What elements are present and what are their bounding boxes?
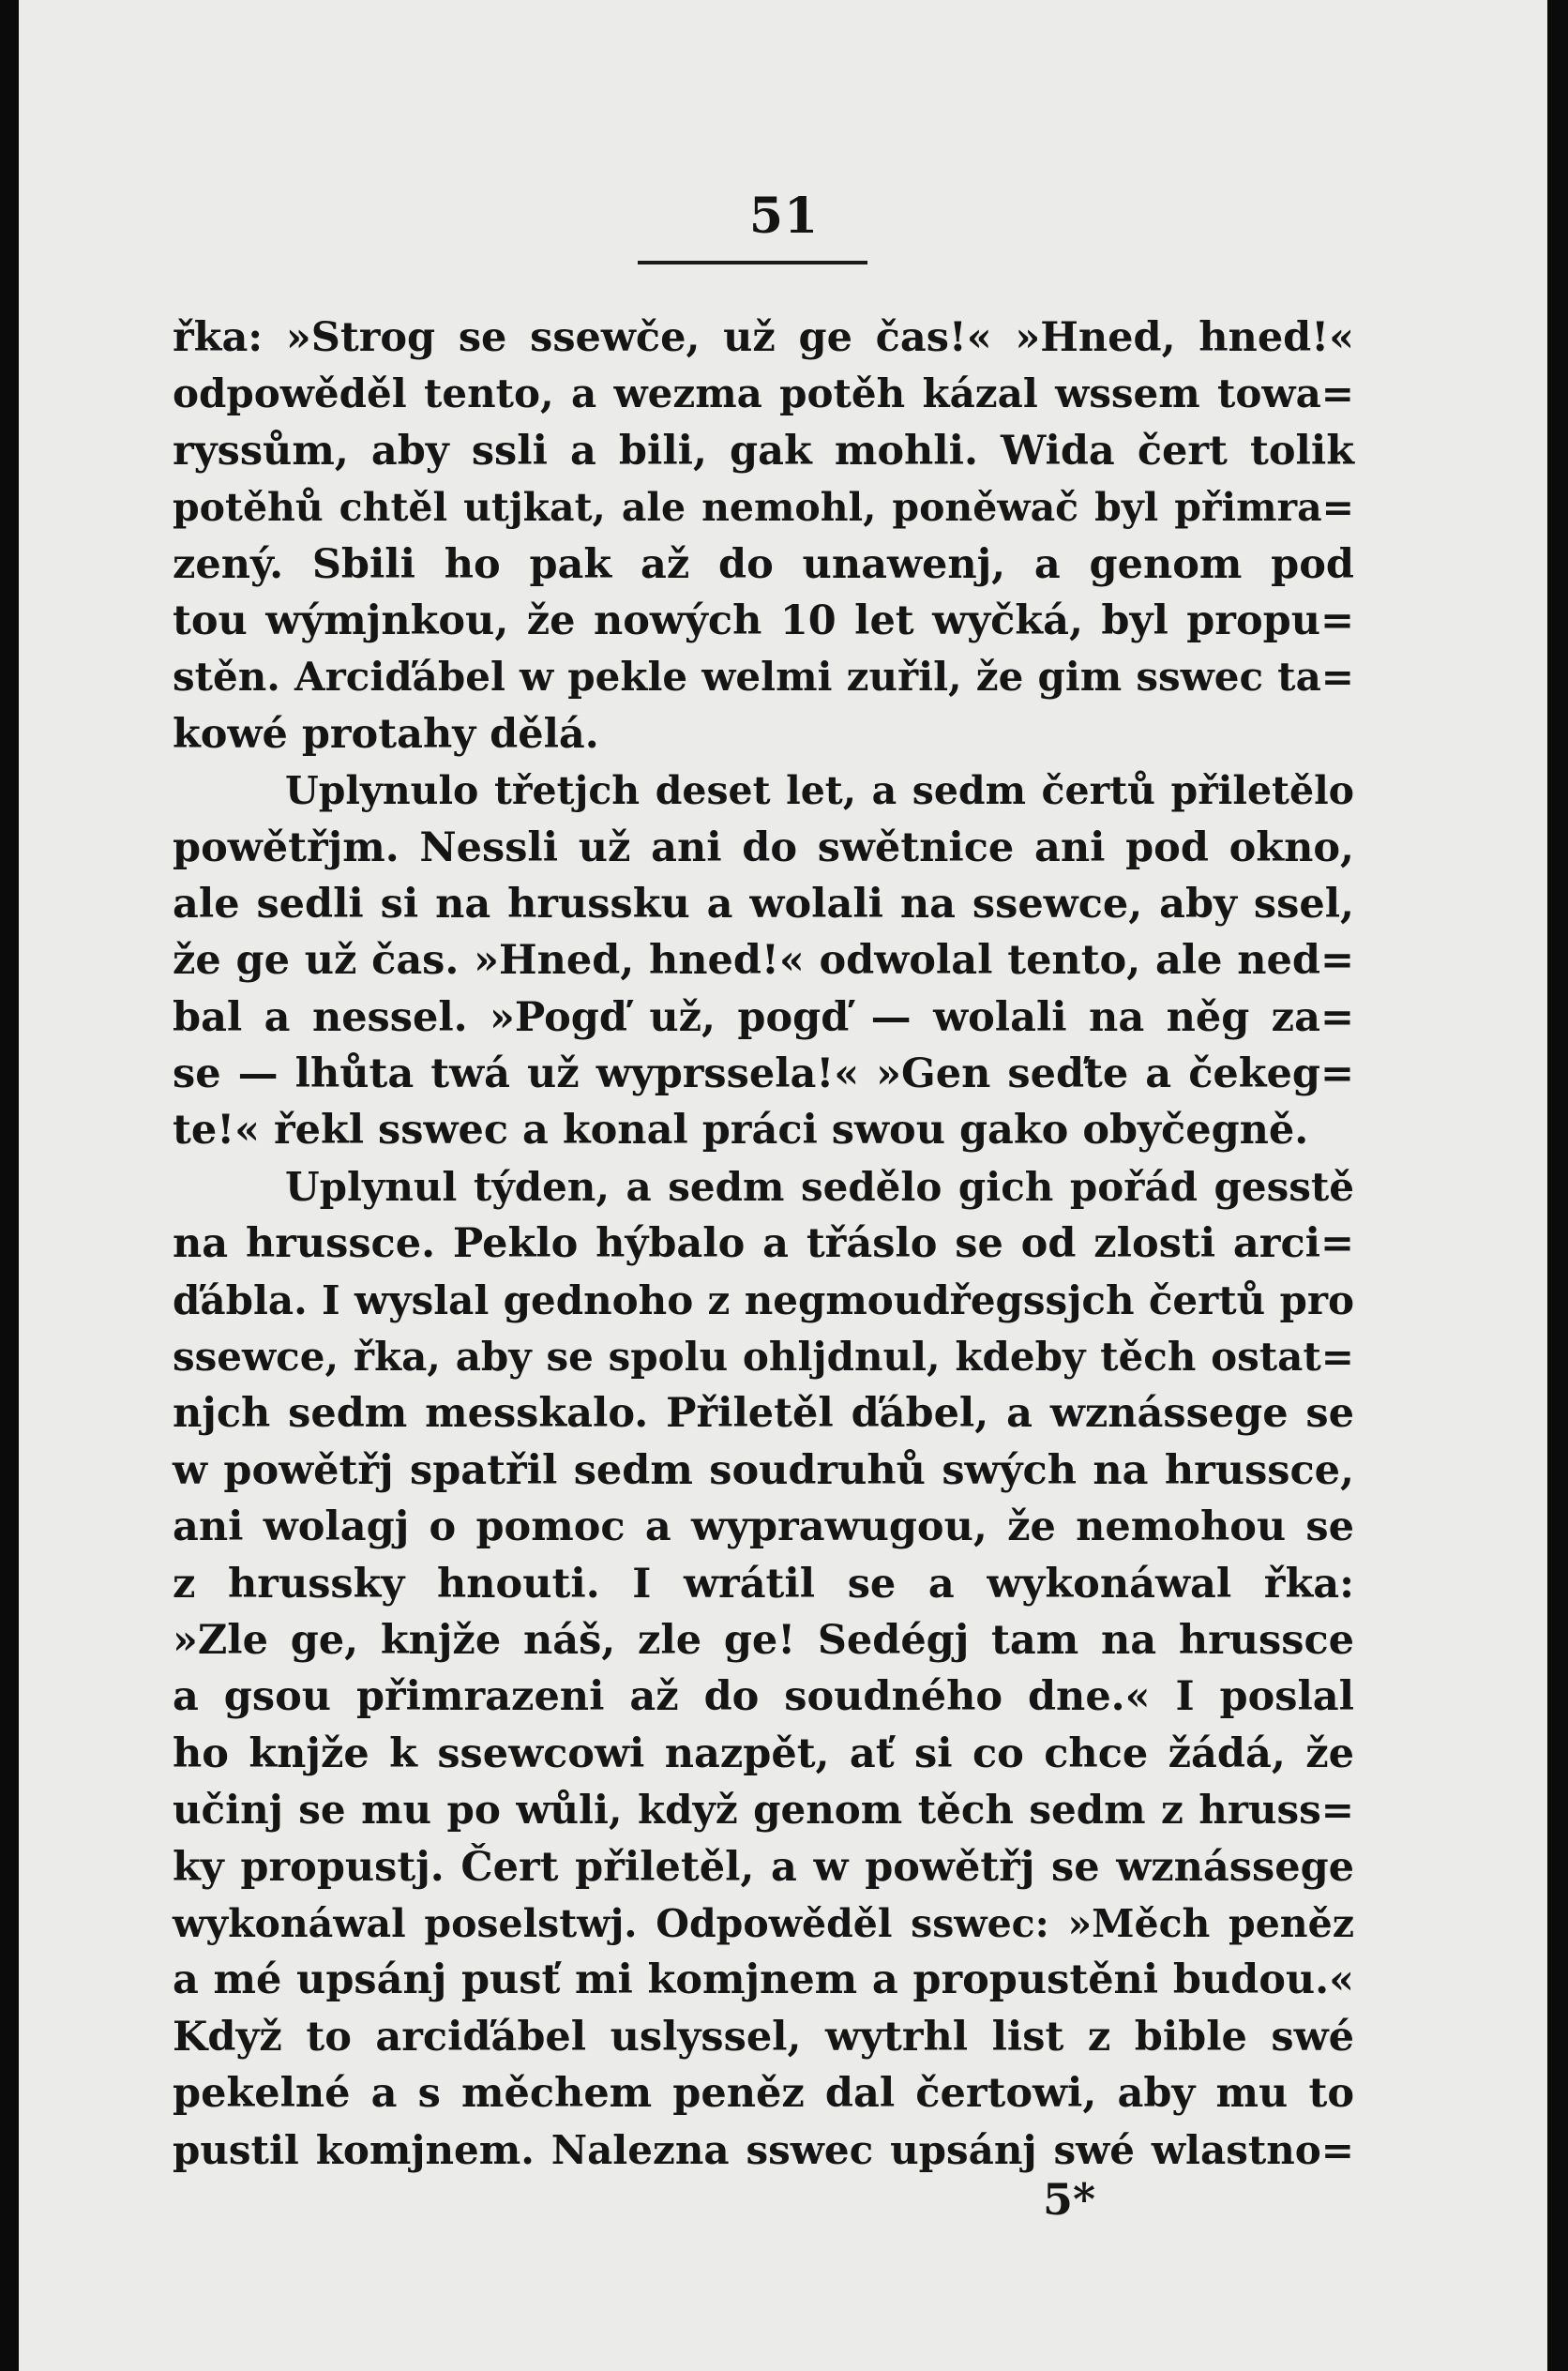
text-line: z hrussky hnouti. I wrátil se a wykonáwal řka: [173,1560,1354,1608]
text-line: powětřjm. Nessli už ani do swětnice ani pod okno, [173,823,1354,871]
text-line: pekelné a s měchem peněz dal čertowi, aby mu to [173,2070,1354,2118]
text-line: ďábla. I wyslal gednoho z negmoudřegssjch čertů pro [173,1276,1354,1323]
scan-left-border [0,0,19,2371]
text-line: ryssům, aby ssli a bili, gak mohli. Wida čert tolik [173,427,1354,475]
text-line: a mé upsánj pusť mi komjnem a propustěni budou.« [173,1956,1354,2004]
text-line: na hrussce. Peklo hýbalo a třáslo se od zlosti arci= [173,1220,1354,1268]
text-line: kowé protahy dělá. [173,710,599,758]
text-line: ky propustj. Čert přiletěl, a w powětřj se wznássege [173,1843,1354,1891]
text-line: Uplynulo třetjch deset let, a sedm čertů přiletělo [285,768,1354,814]
text-line: že ge už čas. »Hned, hned!« odwolal tento, ale ned= [173,937,1354,985]
text-line: tou wýmjnkou, že nowých 10 let wyčká, byl propu= [173,597,1354,644]
text-line: pustil komjnem. Nalezna sswec upsánj swé wlastno= [173,2126,1354,2173]
text-line: te!« řekl sswec a konal práci swou gako obyčegně. [173,1107,1309,1155]
page-number: 51 [748,188,820,245]
text-line: potěhů chtěl utjkat, ale nemohl, poněwač byl přimra= [173,485,1354,531]
scan-right-border [1547,0,1568,2371]
text-line: zený. Sbili ho pak až do unawenj, a genom pod [173,540,1354,588]
text-line: učinj se mu po wůli, když genom těch sedm z hruss= [173,1787,1354,1834]
text-line: řka: »Strog se ssewče, už ge čas!« »Hned, hned!« [173,314,1354,361]
body-text [173,310,1354,2179]
text-line: se — lhůta twá už wyprssela!« »Gen seďte a čekeg= [173,1050,1354,1098]
text-line: Když to arciďábel uslyssel, wytrhl list z bible swé [173,2013,1354,2061]
text-line: ani wolagj o pomoc a wyprawugou, že nemohou se [173,1503,1354,1551]
text-line: ale sedli si na hrussku a wolali na ssewce, aby ssel, [173,880,1354,928]
text-line: Uplynul týden, a sedm sedělo gich pořád gesstě [285,1163,1354,1210]
text-line: »Zle ge, knjže náš, zle ge! Sedégj tam na hrussce [173,1616,1354,1664]
text-line: wykonáwal poselstwj. Odpowěděl sswec: »Měch peněz [173,1900,1354,1946]
signature-mark: 5* [1043,2174,1096,2225]
text-line: ssewce, řka, aby se spolu ohljdnul, kdeby těch ostat= [173,1334,1354,1381]
page-number-rule [638,261,867,264]
text-line: njch sedm messkalo. Přiletěl ďábel, a wznássege se [173,1390,1354,1438]
text-line: odpowěděl tento, a wezma potěh kázal wssem towa= [173,370,1354,417]
text-line: bal a nessel. »Pogď už, pogď — wolali na něg za= [173,993,1354,1041]
text-line: ho knjže k ssewcowi nazpět, ať si co chce žádá, že [173,1729,1354,1777]
text-line: stěn. Arciďábel w pekle welmi zuřil, že gim sswec ta= [173,654,1354,701]
text-line: a gsou přimrazeni až do soudného dne.« I poslal [173,1673,1354,1721]
text-line: w powětřj spatřil sedm soudruhů swých na hrussce, [173,1446,1354,1494]
